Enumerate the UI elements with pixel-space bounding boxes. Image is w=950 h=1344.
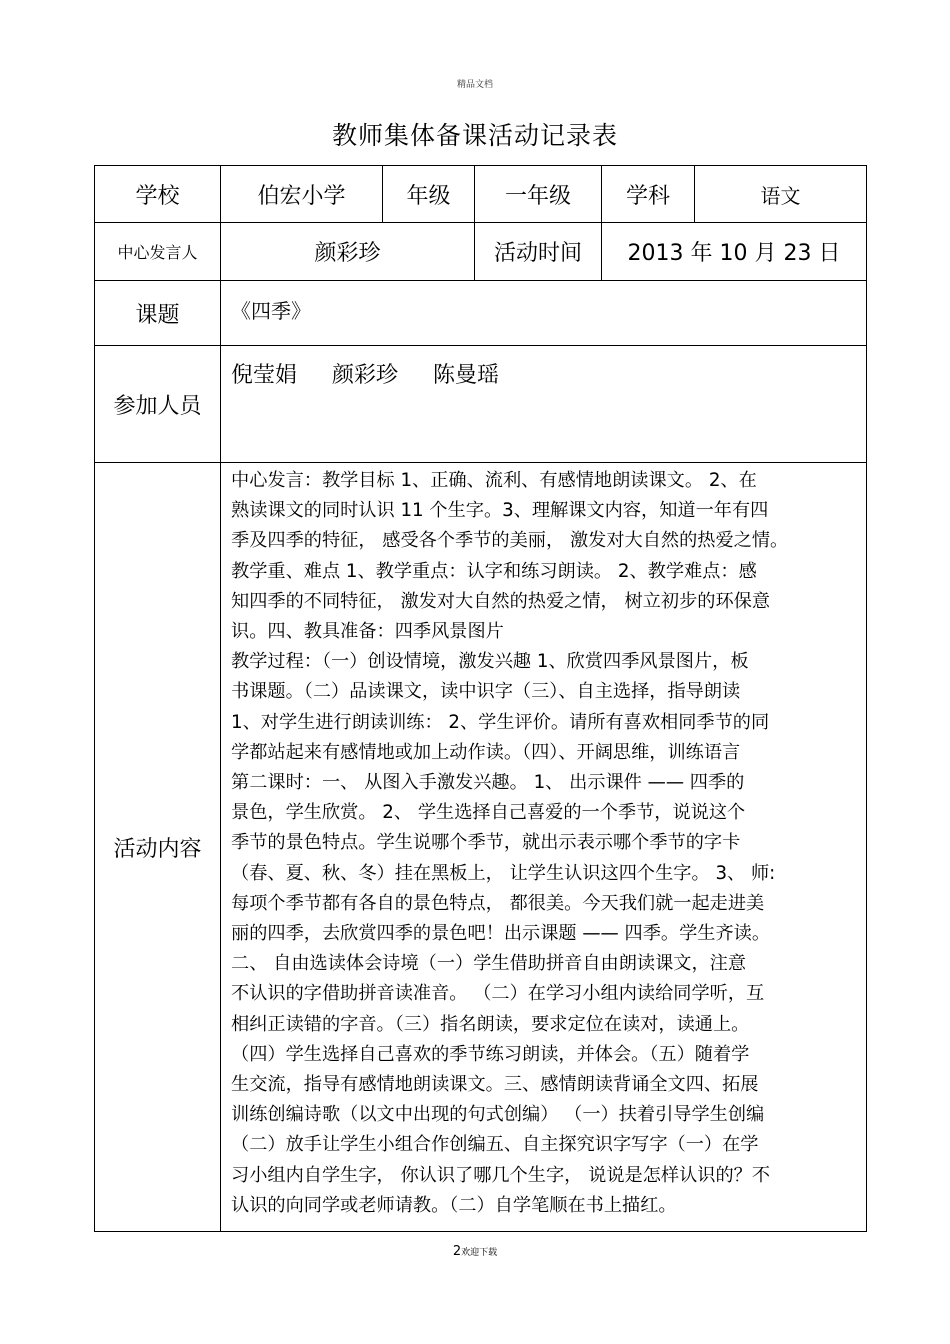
participant-name: 倪莹娟 [231, 363, 298, 388]
row-topic [95, 281, 867, 346]
record-table [94, 165, 867, 1232]
content-line: （二）放手让学生小组合作创编五、自主探究识字写字（一）在学 [231, 1134, 759, 1156]
content-line: 丽的四季，去欣赏四季的景色吧！出示课题 —— 四季。学生齐读。 [231, 923, 771, 945]
content-line: （四）学生选择自己喜欢的季节练习朗读，并体会。（五）随着学 [231, 1043, 750, 1065]
content-line: 学都站起来有感情地或加上动作读。（四）、开阔思维，训练语言 [231, 741, 741, 763]
activity-content [221, 463, 867, 1232]
content-line: 熟读课文的同时认识 11 个生字。3、理解课文内容，知道一年有四 [231, 500, 769, 522]
content-line: 第二课时：一、 从图入手激发兴趣。 1、 出示课件 —— 四季的 [231, 772, 745, 794]
time-value: 2013 年 10 月 23 日 [602, 223, 867, 281]
school-value: 伯宏小学 [221, 166, 383, 223]
content-line: 相纠正读错的字音。（三）指名朗读，要求定位在读对，读通上。 [231, 1013, 750, 1035]
content-line: 书课题。（二）品读课文，读中识字（三）、自主选择，指导朗读 [231, 681, 741, 703]
content-line: 季及四季的特征， 感受各个季节的美丽， 激发对大自然的热爱之情。 [231, 530, 789, 552]
content-line: 训练创编诗歌（以文中出现的句式创编） （一）扶着引导学生创编 [231, 1104, 765, 1126]
topic-value: 《四季》 [221, 281, 867, 346]
page-number: 2 [452, 1244, 462, 1259]
content-line: 二、 自由选读体会诗境（一）学生借助拼音自由朗读课文，注意 [231, 953, 747, 975]
participants-label: 参加人员 [95, 346, 221, 463]
participants-list [221, 346, 867, 463]
speaker-label: 中心发言人 [95, 223, 221, 281]
content-line: 教学重、难点 1、教学重点：认字和练习朗读。 2、教学难点：感 [231, 560, 757, 582]
footer-note: 欢迎下载 [461, 1248, 498, 1258]
content-line: 季节的景色特点。学生说哪个季节，就出示表示哪个季节的字卡 [231, 832, 741, 854]
activity-label: 活动内容 [95, 463, 221, 1232]
content-line: （春、夏、秋、冬）挂在黑板上， 让学生认识这四个生字。 3、 师: [231, 862, 776, 884]
grade-value: 一年级 [475, 166, 602, 223]
participant-name: 颜彩珍 [332, 363, 399, 388]
content-line: 中心发言：教学目标 1、正确、流利、有感情地朗读课文。 2、在 [231, 470, 757, 491]
content-line: 习小组内自学生字， 你认识了哪几个生字， 说说是怎样认识的？不 [231, 1164, 771, 1186]
topic-label: 课题 [95, 281, 221, 346]
speaker-value: 颜彩珍 [221, 223, 475, 281]
subject-label: 学科 [602, 166, 695, 223]
header-note: 精品文档 [456, 80, 493, 90]
document-title: 教师集体备课活动记录表 [331, 121, 618, 150]
row-basic-info [95, 166, 867, 223]
row-speaker-time [95, 223, 867, 281]
time-label: 活动时间 [475, 223, 602, 281]
content-line: 1、对学生进行朗读训练： 2、学生评价。请所有喜欢相同季节的同 [231, 711, 770, 733]
content-line: 认识的向同学或老师请教。（二）自学笔顺在书上描红。 [231, 1194, 677, 1216]
content-line: 每项个季节都有各自的景色特点， 都很美。今天我们就一起走进美 [231, 892, 765, 914]
content-line: 知四季的不同特征， 激发对大自然的热爱之情， 树立初步的环保意 [231, 590, 771, 612]
row-participants [95, 346, 867, 463]
participant-name: 陈曼瑶 [433, 363, 500, 388]
row-activity [95, 463, 867, 1232]
content-line: 生交流，指导有感情地朗读课文。三、感情朗读背诵全文四、拓展 [231, 1074, 759, 1096]
content-line: 不认识的字借助拼音读准音。 （二）在学习小组内读给同学听，互 [231, 983, 765, 1005]
content-line: 景色，学生欣赏。 2、 学生选择自己喜爱的一个季节，说说这个 [231, 802, 746, 824]
subject-value: 语文 [695, 166, 867, 223]
content-line: 教学过程：（一）创设情境，激发兴趣 1、欣赏四季风景图片，板 [231, 651, 749, 673]
school-label: 学校 [95, 166, 221, 223]
grade-label: 年级 [383, 166, 475, 223]
page-footer [0, 1244, 950, 1259]
content-line: 识。四、教具准备：四季风景图片 [231, 621, 504, 643]
